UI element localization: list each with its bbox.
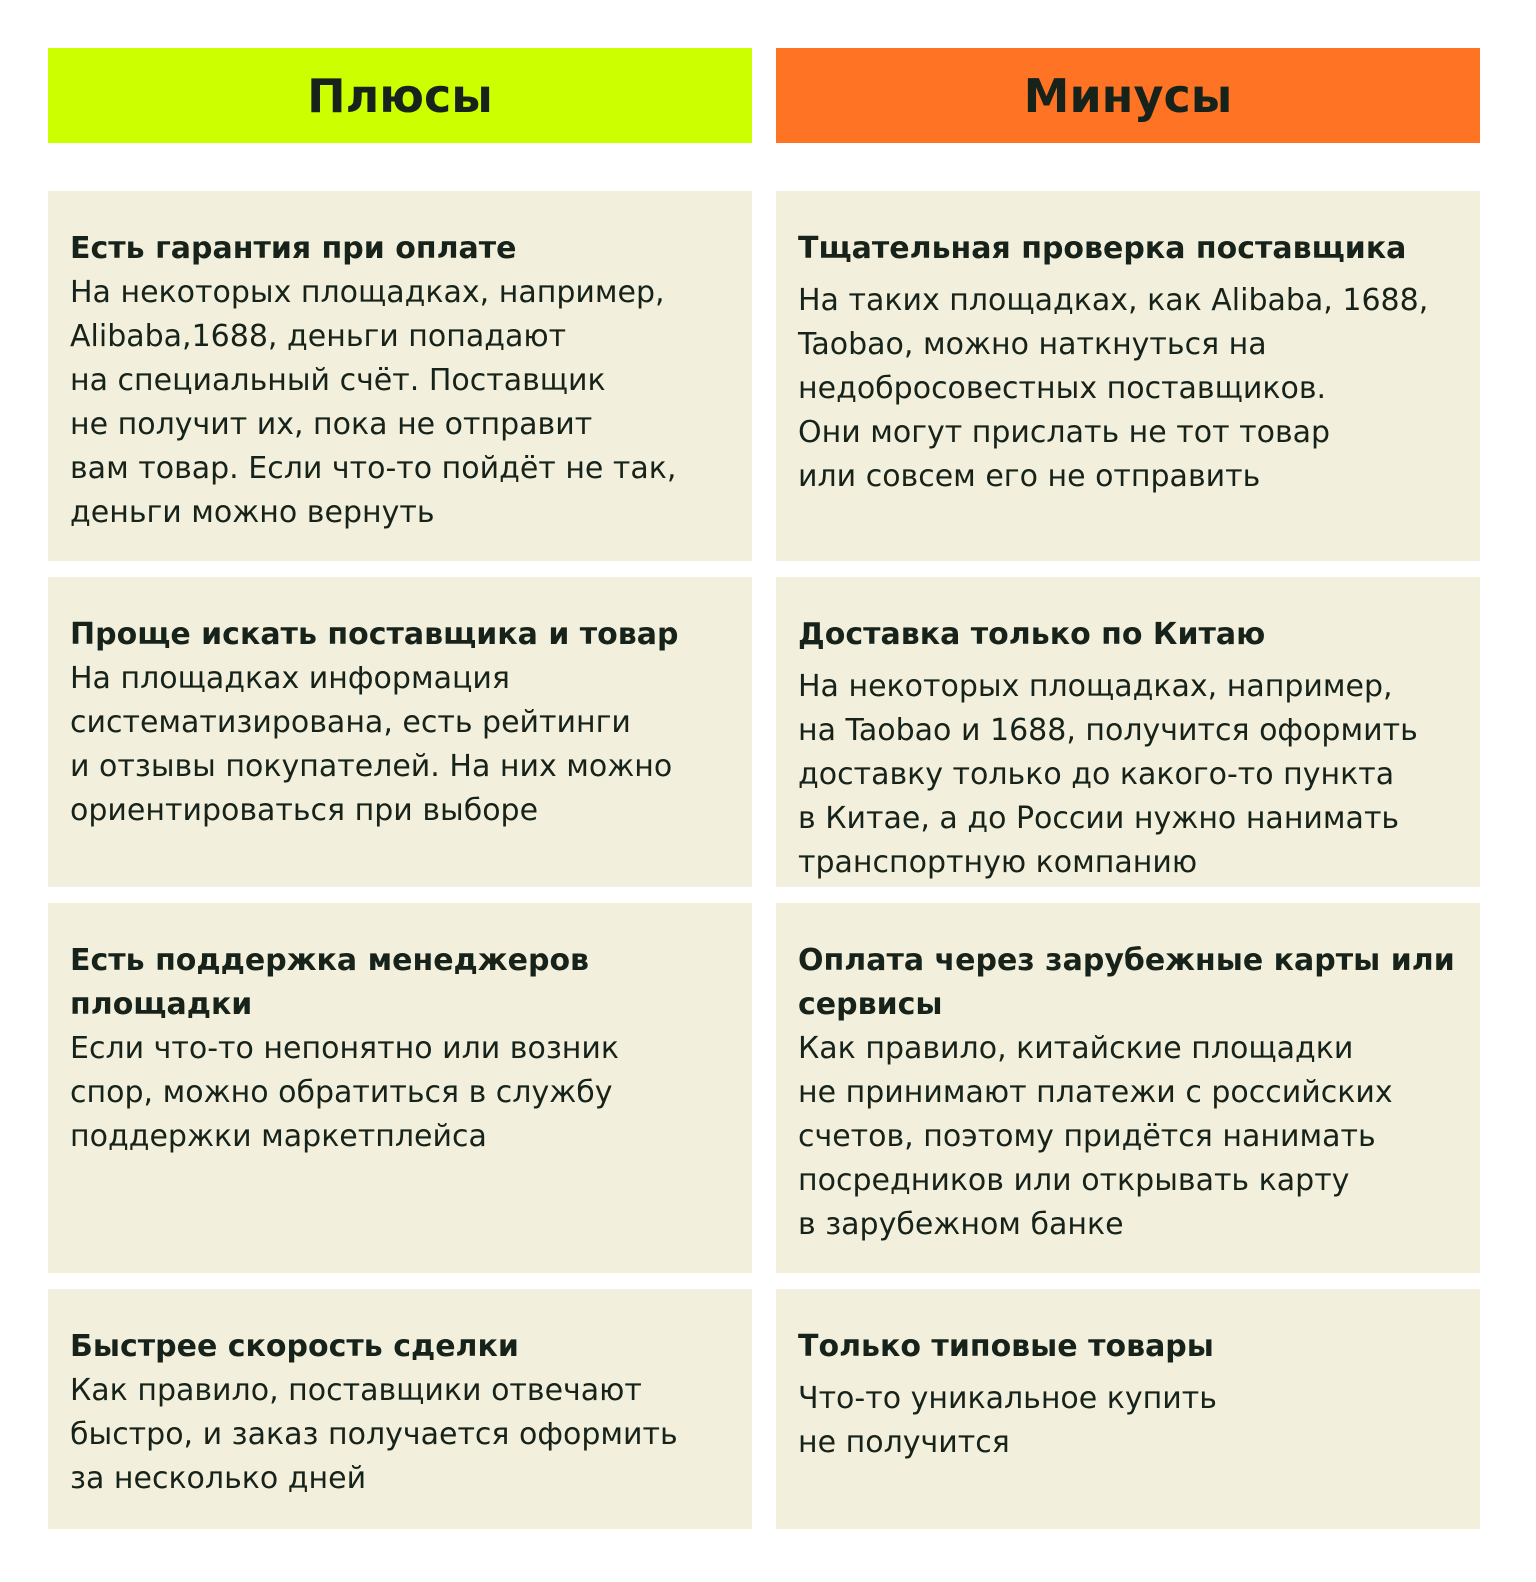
cons-card-delivery-china-only <box>776 577 1480 887</box>
cons-header-label: Минусы <box>1023 68 1233 123</box>
cons-card-foreign-payment <box>776 903 1480 1273</box>
card-text: Если что-то непонятно или возник спор, можно обратиться в службу поддержки маркетплейса <box>70 1031 620 1154</box>
pros-card-manager-support <box>48 903 752 1273</box>
card-title: Есть гарантия при оплате <box>70 231 517 266</box>
card-text: Что-то уникальное купить не получится <box>798 1381 1217 1460</box>
card-text: На площадках информация систематизирована, есть рейтинги и отзывы покупателей. На них можно ориентироваться при выборе <box>70 661 673 828</box>
card-text: На некоторых площадках, например, Alibaba,1688, деньги попадают на специальный счёт. Поставщик не получит их, пока не отправит вам товар. Если что-то пойдёт не так, деньги можно вернуть <box>70 275 677 530</box>
cons-header <box>776 48 1480 143</box>
card-title: Проще искать поставщика и товар <box>70 617 679 652</box>
pros-header-label: Плюсы <box>307 68 493 123</box>
cons-card-supplier-check <box>776 191 1480 561</box>
card-title: Только типовые товары <box>798 1329 1214 1364</box>
card-title: Есть поддержка менеджеров площадки <box>70 943 590 1022</box>
card-title: Быстрее скорость сделки <box>70 1329 519 1364</box>
cons-card-typical-goods <box>776 1289 1480 1529</box>
card-title: Оплата через зарубежные карты или сервисы <box>798 943 1455 1022</box>
pros-header <box>48 48 752 143</box>
pros-card-deal-speed <box>48 1289 752 1529</box>
card-text: Как правило, китайские площадки не принимают платежи с российских счетов, поэтому придётся нанимать посредников или открывать карту в зарубежном банке <box>798 1031 1393 1242</box>
card-title: Доставка только по Китаю <box>798 617 1266 652</box>
pros-card-easier-search <box>48 577 752 887</box>
card-text: Как правило, поставщики отвечают быстро, и заказ получается оформить за несколько дней <box>70 1373 678 1496</box>
card-text: На таких площадках, как Alibaba, 1688, Taobao, можно наткнуться на недобросовестных поставщиков. Они могут прислать не тот товар или совсем его не отправить <box>798 283 1429 494</box>
card-text: На некоторых площадках, например, на Taobao и 1688, получится оформить доставку только до какого-то пункта в Китае, а до России нужно нанимать транспортную компанию <box>798 669 1418 880</box>
pros-card-payment-guarantee <box>48 191 752 561</box>
card-title: Тщательная проверка поставщика <box>798 231 1407 266</box>
